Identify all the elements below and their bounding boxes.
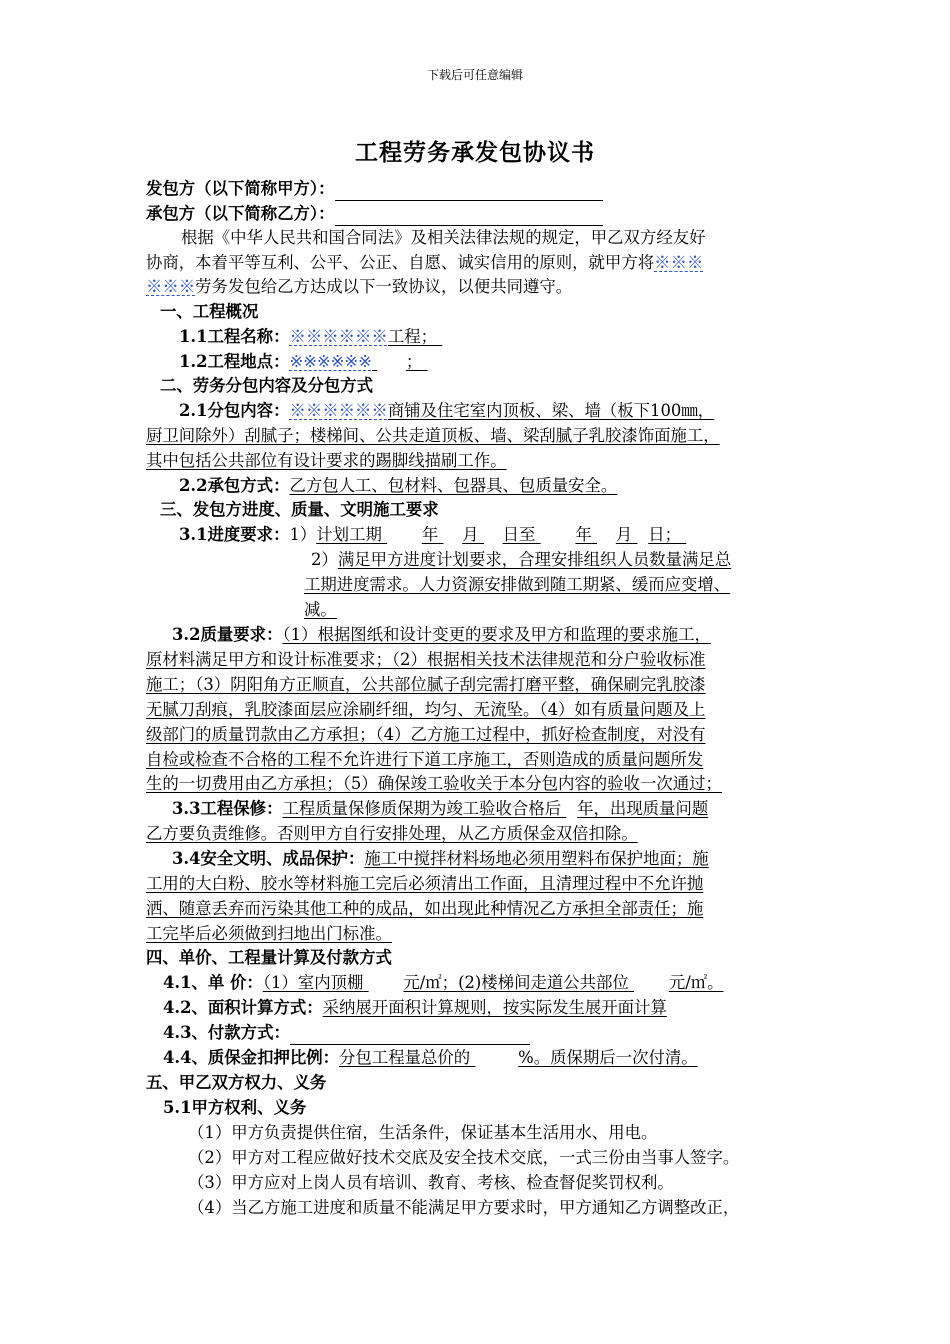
document-title: 工程劳务承发包协议书 [355, 139, 595, 166]
project-site-suffix: ； [405, 352, 423, 371]
safety-line-1: 施工中搅拌材料场地必须用塑料布保护地面；施 [364, 849, 709, 868]
subcontract-content-label: 2.1分包内容： [179, 401, 290, 420]
contract-method-label: 2.2承包方式： [179, 476, 290, 495]
unit-price-blank-2 [629, 971, 669, 995]
quality-line-6: 自检或检查不合格的工程不允许进行下道工序施工，否则造成的质量问题所发 [146, 750, 704, 769]
party-a-row [146, 177, 603, 201]
blank-year [382, 523, 422, 547]
party-a-blank[interactable] [335, 184, 603, 201]
progress-item-1-num: 1） [289, 525, 317, 544]
intro-placeholder-a: ※※※ [654, 253, 704, 272]
project-site-pad [372, 350, 406, 374]
area-calc-label: 4.2、面积计算方式： [163, 998, 323, 1017]
progress-year: 年 [421, 525, 439, 544]
blank-day-2 [632, 523, 648, 547]
unit-price-item-2: (2)楼梯间走道公共部位 [458, 973, 629, 992]
project-site-placeholder: ※※※※※※ [289, 352, 372, 371]
party-b-blank[interactable] [335, 209, 603, 226]
deposit-label: 4.4、质保金扣押比例： [163, 1048, 340, 1067]
safety-line-3: 洒、随意丢弃而污染其他工种的成品，如出现此种情况乙方承担全部责任；施 [146, 899, 704, 918]
warranty-line-2: 乙方要负责维修。否则甲方自行安排处理，从乙方质保金双倍扣除。 [146, 824, 638, 843]
contract-method-row [179, 474, 617, 498]
progress-month: 月 [462, 525, 479, 544]
progress-item-2-num: 2） [311, 550, 338, 569]
quality-line-7: 生的一切费用由乙方承担；（5）确保竣工验收关于本分包内容的验收一次通过； [146, 774, 722, 793]
deposit-row [163, 1046, 698, 1070]
project-name-row [179, 325, 453, 349]
progress-year-2: 年 [575, 525, 592, 544]
progress-label: 3.1进度要求： [179, 525, 290, 544]
progress-month-2: 月 [615, 525, 633, 544]
quality-row-1 [172, 623, 711, 647]
unit-price-row [163, 971, 724, 995]
progress-day-2: 日； [648, 525, 681, 544]
party-b-label: 承包方（以下简称乙方）： [146, 204, 335, 223]
section-1-heading: 一、工程概况 [160, 302, 259, 321]
progress-day-to: 日至 [502, 525, 536, 544]
warranty-text-b: 年，出现质量问题 [577, 799, 709, 818]
subcontract-content-row [179, 399, 714, 423]
party-a-label: 发包方（以下简称甲方）： [146, 179, 335, 198]
contract-method-text: 乙方包人工、包材料、包器具、包质量安全。 [289, 476, 618, 495]
unit-price-unit-2: 元/㎡。 [668, 973, 724, 992]
progress-item-2-text: 满足甲方进度计划要求，合理安排组织人员数量满足总 [337, 550, 732, 569]
party-a-duty-3: （3）甲方应对上岗人员有培训、教育、考核、检查督促奖罚权利。 [188, 1173, 674, 1192]
intro-line-1: 根据《中华人民共和国合同法》及相关法律法规的规定，甲乙双方经友好 [181, 228, 706, 247]
section-4-heading: 四、单价、工程量计算及付款方式 [146, 948, 392, 967]
subcontract-content-line-1: 商铺及住宅室内顶板、梁、墙（板下100㎜， [387, 401, 715, 420]
safety-label: 3.4安全文明、成品保护： [172, 849, 365, 868]
quality-line-2: 原材料满足甲方和设计标准要求；（2）根据相关技术法律规范和分户验收标准 [146, 650, 706, 669]
header-note: 下载后可任意编辑 [426, 68, 523, 82]
project-site-row [179, 350, 438, 374]
project-site-label: 1.2工程地点： [179, 352, 290, 371]
blank-day [479, 523, 503, 547]
area-calc-row [163, 996, 667, 1020]
project-name-placeholder: ※※※※※※ [289, 327, 388, 346]
unit-price-label: 4.1、单 价： [163, 973, 263, 992]
quality-line-5: 级部门的质量罚款由乙方承担；（4）乙方施工过程中，抓好检查制度，对没有 [146, 725, 706, 744]
intro-line-2 [146, 251, 703, 275]
warranty-label: 3.3工程保修： [172, 799, 283, 818]
progress-row-2 [311, 548, 731, 572]
warranty-row-1 [172, 797, 708, 821]
intro-line-3 [146, 275, 572, 299]
party-a-duty-2: （2）甲方对工程应做好技术交底及安全技术交底，一式三份由当事人签字。 [188, 1148, 740, 1167]
area-calc-text: 采纳展开面积计算规则，按实际发生展开面计算 [322, 998, 667, 1017]
progress-row-1 [179, 523, 697, 547]
progress-plan-label: 计划工期 [316, 525, 382, 544]
project-name-suffix: 工程； [387, 327, 437, 346]
blank-year-2 [535, 523, 575, 547]
progress-row-4: 减。 [304, 600, 337, 619]
payment-blank[interactable] [290, 1028, 530, 1045]
subcontract-content-placeholder: ※※※※※※ [289, 401, 388, 420]
deposit-text-b: %。质保期后一次付清。 [518, 1048, 698, 1067]
safety-line-4: 工完毕后必须做到扫地出门标准。 [146, 924, 392, 943]
deposit-text-a: 分包工程量总价的 [339, 1048, 471, 1067]
quality-label: 3.2质量要求： [172, 625, 283, 644]
party-b-row [146, 202, 603, 226]
payment-label: 4.3、付款方式： [163, 1023, 290, 1042]
quality-line-1: （1）根据图纸和设计变更的要求及甲方和监理的要求施工， [282, 625, 711, 644]
project-name-label: 1.1工程名称： [179, 327, 290, 346]
blank-month [438, 523, 462, 547]
payment-row [163, 1021, 530, 1045]
subcontract-content-line-2: 厨卫间除外）刮腻子；楼梯间、公共走道顶板、墙、梁刮腻子乳胶漆饰面施工， [146, 426, 720, 445]
progress-pad [681, 523, 697, 547]
warranty-text-a: 工程质量保修质保期为竣工验收合格后 [282, 799, 562, 818]
section-3-heading: 三、发包方进度、质量、文明施工要求 [160, 500, 439, 519]
quality-line-3: 施工；（3）阴阳角方正顺直，公共部位腻子刮完需打磨平整，确保刷完乳胶漆 [146, 675, 706, 694]
section-5-1-heading: 5.1甲方权利、义务 [163, 1098, 307, 1117]
warranty-blank [561, 797, 577, 821]
progress-row-3: 工期进度需求。人力资源安排做到随工期紧、缓而应变增、 [304, 575, 731, 594]
unit-price-unit-1: 元/㎡； [403, 973, 459, 992]
blank-month-2 [592, 523, 616, 547]
deposit-blank [470, 1046, 518, 1070]
intro-placeholder-b: ※※※ [146, 277, 196, 296]
project-name-pad [437, 325, 453, 349]
subcontract-content-line-3: 其中包括公共部位有设计要求的踢脚线描刷工作。 [146, 451, 507, 470]
project-site-pad-2 [422, 350, 438, 374]
section-2-heading: 二、劳务分包内容及分包方式 [160, 376, 374, 395]
unit-price-item-1: （1）室内顶棚 [262, 973, 364, 992]
party-a-duty-4: （4）当乙方施工进度和质量不能满足甲方要求时，甲方通知乙方调整改正， [188, 1198, 740, 1217]
safety-line-2: 工用的大白粉、胶水等材料施工完后必须清出工作面，且清理过程中不允许抛 [146, 874, 704, 893]
intro-line-2-text: 协商，本着平等互利、公平、公正、自愿、诚实信用的原则，就甲方将 [146, 253, 655, 272]
safety-row-1 [172, 847, 709, 871]
party-a-duty-1: （1）甲方负责提供住宿，生活条件，保证基本生活用水、用电。 [188, 1123, 658, 1142]
quality-line-4: 无腻刀刮痕，乳胶漆面层应涂刷纤细，均匀、无流坠。（4）如有质量问题及上 [146, 700, 706, 719]
intro-line-3-text: 劳务发包给乙方达成以下一致协议，以便共同遵守。 [195, 277, 573, 296]
unit-price-blank-1 [363, 971, 403, 995]
section-5-heading: 五、甲乙双方权力、义务 [146, 1073, 327, 1092]
